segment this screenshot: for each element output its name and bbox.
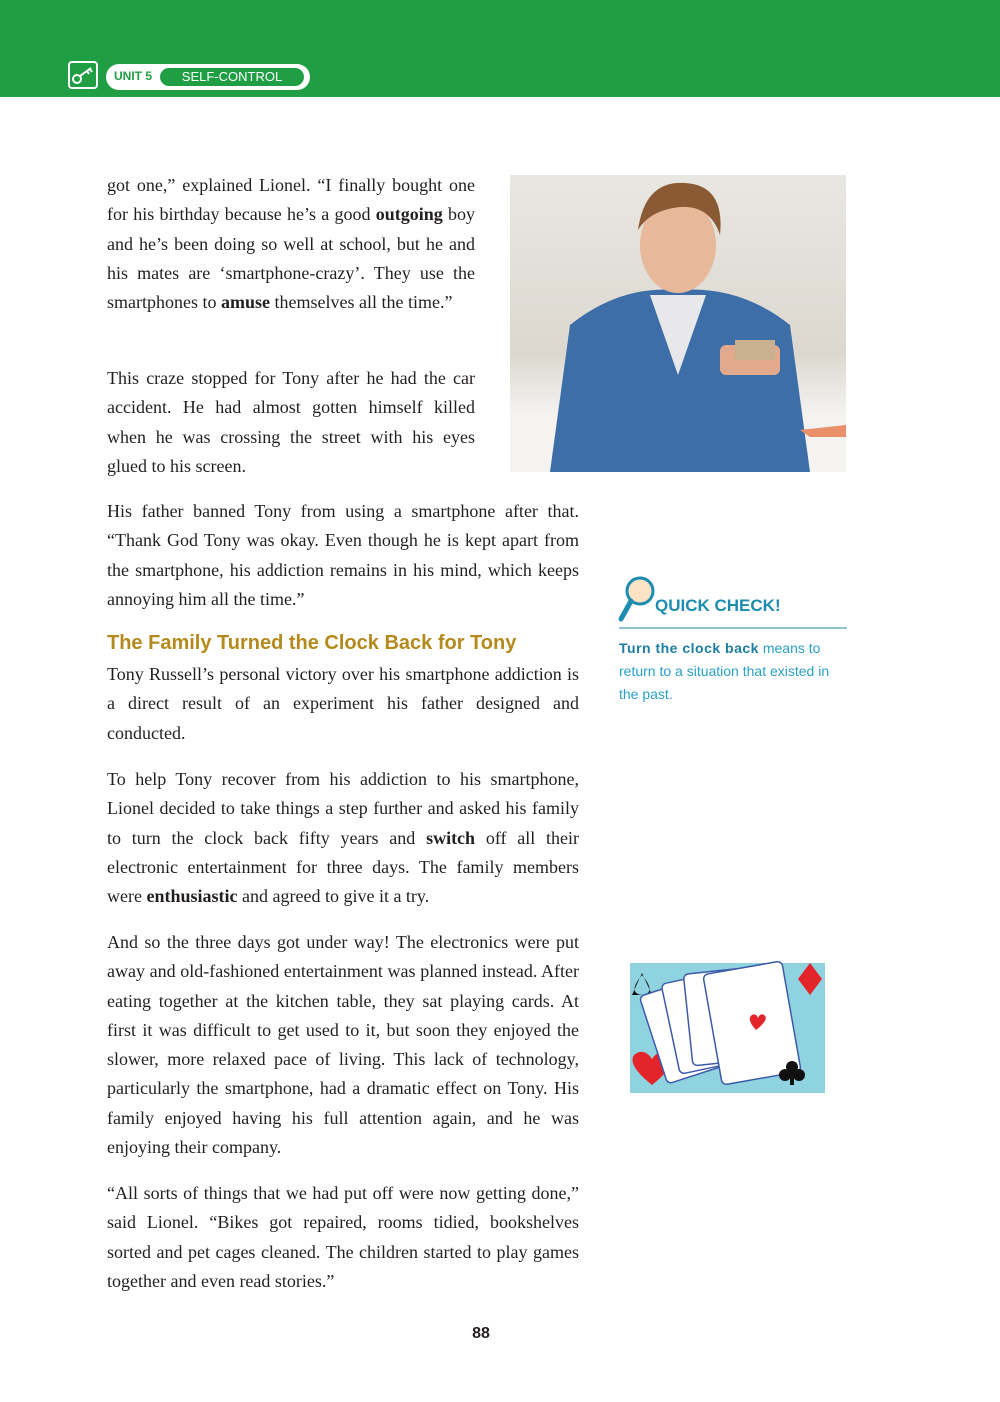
text-run: To help Tony recover from his addiction to his smartphone, Lionel decided to take things a step further and asked his family to turn the clock back fifty years and	[107, 769, 579, 848]
quick-check-divider	[619, 627, 847, 629]
paragraph	[107, 660, 579, 748]
unit-badge	[106, 64, 310, 90]
section-heading: The Family Turned the Clock Back for Tony	[107, 632, 517, 654]
text-run: boy and he’s been doing so well at school, but he and his mates are ‘smartphone-crazy’. They use the smartphones to	[107, 204, 475, 313]
unit-header-bar	[0, 0, 1000, 97]
paragraph	[107, 171, 475, 317]
quick-check-term: Turn the clock back	[619, 640, 759, 656]
text-run: Tony Russell’s personal victory over his smartphone addiction is a direct result of an experiment his father designed and conducted.	[107, 664, 579, 743]
quick-check-text	[619, 637, 849, 706]
text-run: got one,” explained Lionel. “I finally bought one for his birthday because he’s a good	[107, 175, 475, 225]
magnifying-glass-icon	[618, 575, 658, 623]
playing-cards-illustration	[622, 955, 828, 1107]
paragraph	[107, 928, 579, 1162]
key-icon	[68, 61, 98, 89]
text-run: and agreed to give it a try.	[237, 886, 430, 907]
page-number: 88	[472, 1325, 490, 1342]
vocabulary-word: enthusiastic	[146, 886, 238, 907]
text-run: This craze stopped for Tony after he had the car accident. He had almost gotten himself killed when he was crossing the street with his eyes glued to his screen.	[107, 368, 475, 476]
text-run: off all their electronic entertainment for three days. The family members were	[107, 827, 580, 907]
text-run: “All sorts of things that we had put off were now getting done,” said Lionel. “Bikes got repaired, rooms tidied, bookshelves sorted and pet cages cleaned. The children started to play games together and even read stories.”	[107, 1183, 579, 1291]
text-run: His father banned Tony from using a smartphone after that. “Thank God Tony was okay. Even though he is kept apart from the smartphone, his addiction remains in his mind, which keeps annoying him all the time.”	[107, 501, 579, 609]
paragraph	[107, 497, 579, 614]
text-run: And so the three days got under way! The electronics were put away and old-fashioned entertainment was planned instead. After eating together at the kitchen table, they sat playing cards. At first it was difficult to get used to it, but soon they enjoyed the slower, more relaxed pace of living. This lack of technology, particularly the smartphone, had a dramatic effect on Tony. His family enjoyed having his full attention again, and he was enjoying their company.	[107, 932, 579, 1158]
unit-label: UNIT 5	[114, 69, 153, 83]
paragraph	[107, 364, 475, 481]
teen-using-smartphone-photo	[510, 175, 846, 472]
text-run: themselves all the time.”	[270, 292, 453, 313]
quick-check-title: QUICK CHECK!	[655, 596, 781, 615]
vocabulary-word: outgoing	[375, 204, 443, 225]
vocabulary-word: switch	[426, 827, 476, 848]
paragraph	[107, 1179, 579, 1296]
paragraph	[107, 765, 579, 911]
quick-check-definition: means to return to a situation that existed in the past.	[619, 640, 830, 702]
unit-topic: SELF-CONTROL	[160, 68, 304, 86]
vocabulary-word: amuse	[221, 292, 270, 313]
